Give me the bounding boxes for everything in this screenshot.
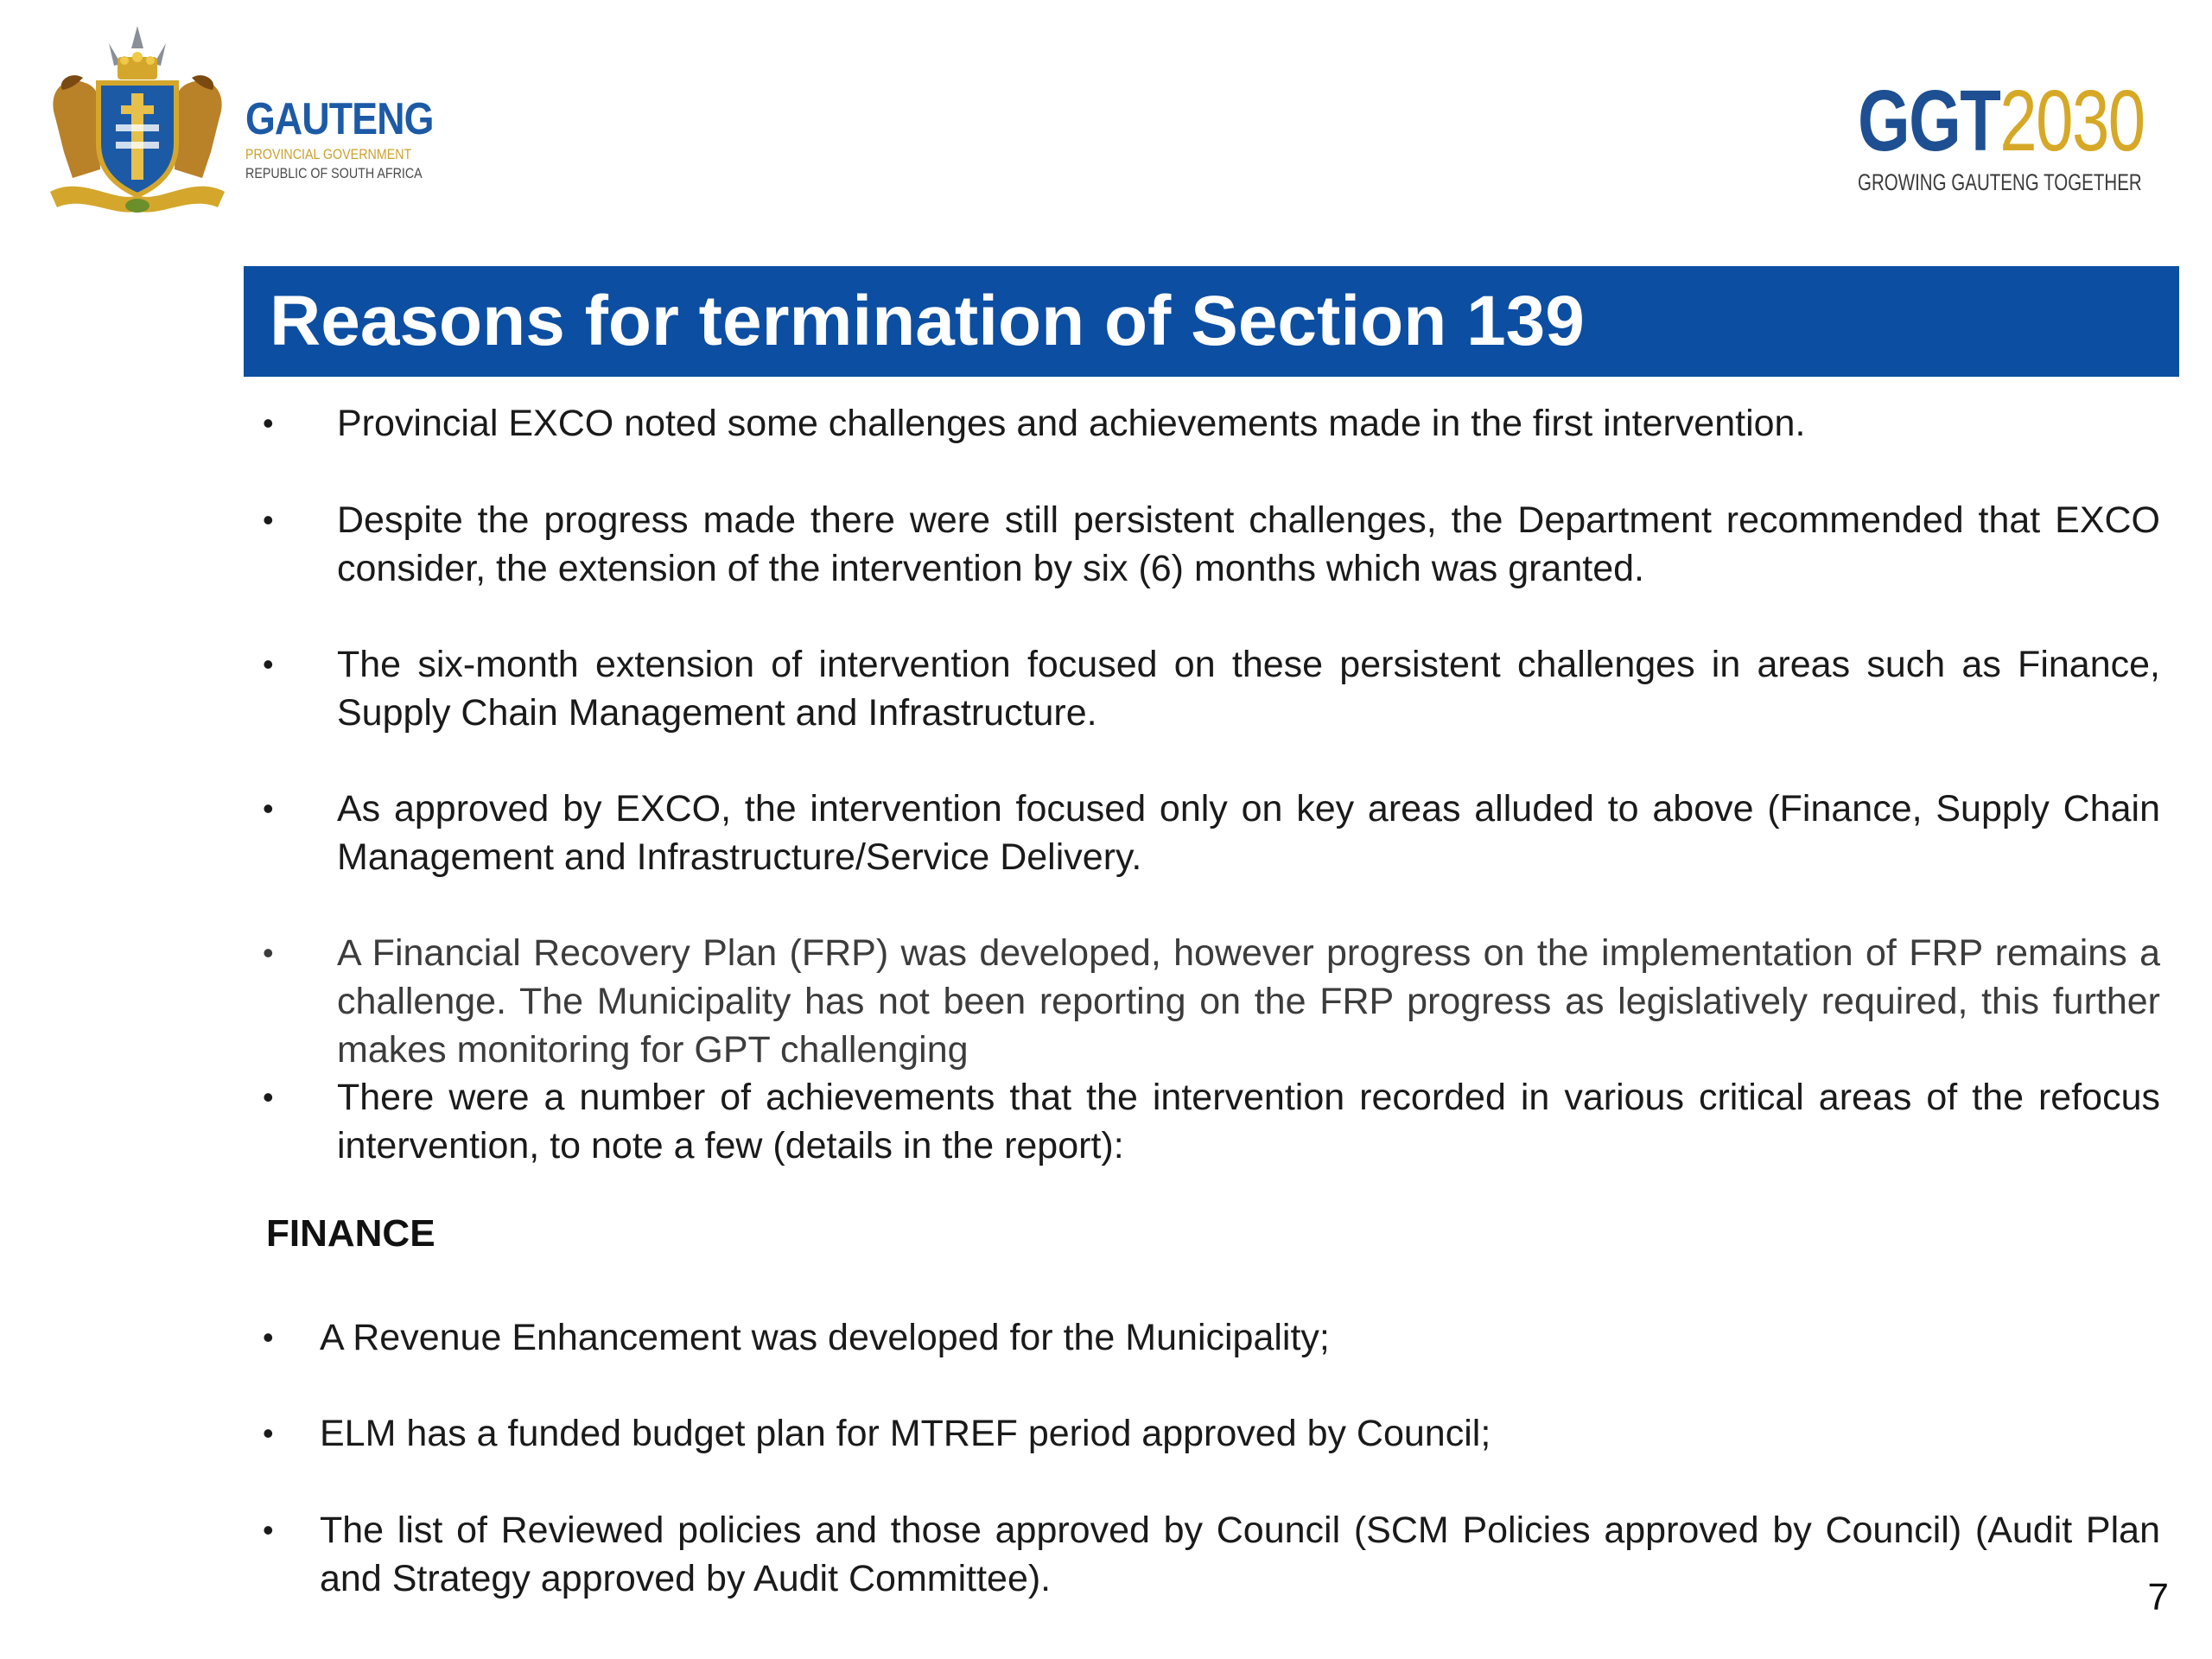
ggt2030-logo — [1858, 73, 2169, 196]
bullet-icon: • — [263, 646, 274, 682]
ggt2030-year: 2030 — [1999, 73, 2145, 169]
ggt2030-wordmark — [1858, 73, 2145, 169]
bullet-text: Provincial EXCO noted some challenges and achievements made in the first intervention. — [337, 403, 1806, 444]
gauteng-coat-of-arms-icon — [38, 22, 237, 221]
bullet-icon: • — [263, 1319, 274, 1355]
gauteng-logo — [245, 95, 470, 183]
gauteng-logo-subtitle-1: PROVINCIAL GOVERNMENT — [245, 146, 412, 162]
bullet-icon: • — [263, 1512, 274, 1548]
bullet-text: A Financial Recovery Plan (FRP) was developed, however progress on the implementation of FRP remains a challenge. The Municipality has not been reporting on the FRP progress as legislatively required, this further makes monitoring for GPT challenging — [337, 932, 2160, 1071]
bullet-text: The six-month extension of intervention focused on these persistent challenges in areas such as Finance, Supply Chain Management and Infrastructure. — [337, 644, 2160, 734]
page-number: 7 — [2147, 1576, 2169, 1618]
bullet-icon: • — [263, 502, 274, 537]
title-banner — [244, 266, 2179, 377]
slide-title: Reasons for termination of Section 139 — [270, 282, 1585, 360]
bullet-text: As approved by EXCO, the intervention focused only on key areas alluded to above (Finance, Supply Chain Management and Infrastructure/Service Delivery. — [337, 788, 2160, 878]
bullet-icon: • — [263, 405, 274, 441]
bullet-icon: • — [263, 1079, 274, 1115]
finance-bullet-text: The list of Reviewed policies and those approved by Council (SCM Policies approved by Council) (Audit Plan and Strategy approved by Audit Committee). — [320, 1510, 2160, 1599]
bullet-icon: • — [263, 791, 274, 826]
ggt2030-tagline: GROWING GAUTENG TOGETHER — [1858, 169, 2142, 195]
finance-bullet-text: A Revenue Enhancement was developed for the Municipality; — [320, 1317, 1330, 1358]
ggt2030-ggt: GGT — [1858, 73, 2000, 169]
bullet-icon: • — [263, 1415, 274, 1451]
finance-bullet-text: ELM has a funded budget plan for MTREF period approved by Council; — [320, 1413, 1491, 1454]
gauteng-logo-subtitle-2: REPUBLIC OF SOUTH AFRICA — [245, 165, 423, 181]
finance-heading: FINANCE — [266, 1212, 435, 1255]
bullet-text: Despite the progress made there were still persistent challenges, the Department recommended that EXCO consider, the extension of the intervention by six (6) months which was granted. — [337, 499, 2160, 589]
bullet-text: There were a number of achievements that the intervention recorded in various critical areas of the refocus intervention, to note a few (details in the report): — [337, 1077, 2160, 1166]
gauteng-logo-title: GAUTENG — [245, 94, 434, 144]
bullet-icon: • — [263, 935, 274, 970]
